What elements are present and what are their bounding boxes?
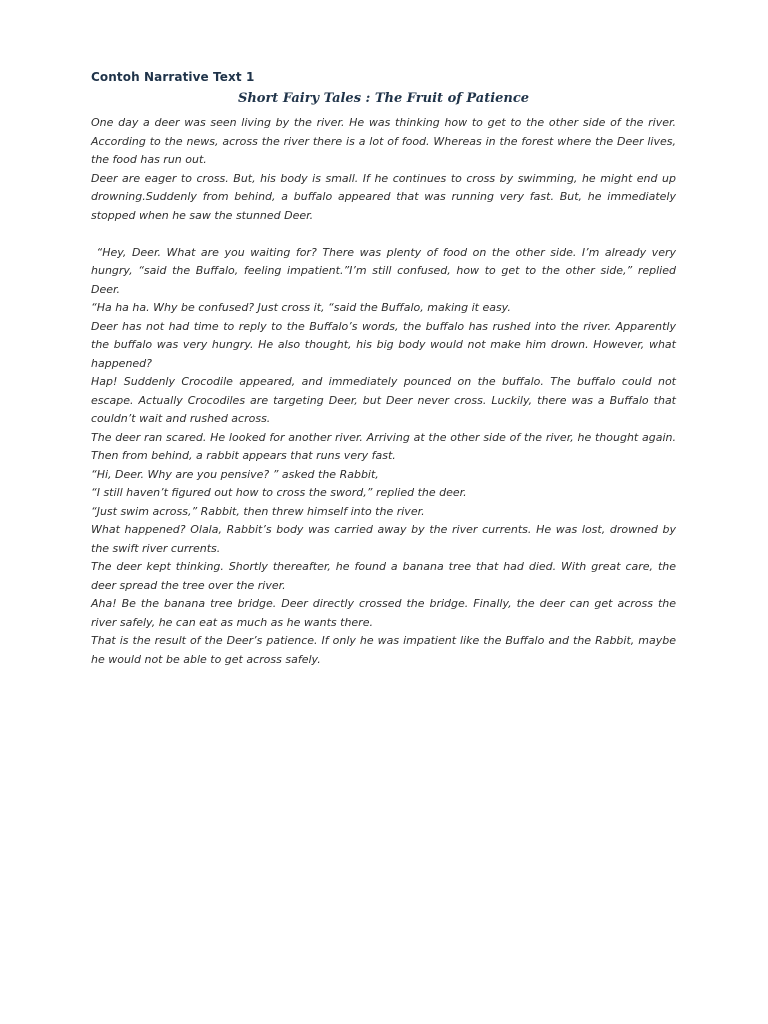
paragraph: “Hi, Deer. Why are you pensive? ” asked the Rabbit, bbox=[91, 467, 379, 481]
paragraph: “Just swim across,” Rabbit, then threw himself into the river. bbox=[91, 504, 425, 518]
paragraph: One day a deer was seen living by the river. He was thinking how to get to the other side of the river. According to the news, across the river there is a lot of food. Whereas in the forest where the Deer lives, the food has run out. bbox=[91, 116, 676, 166]
story-title: Short Fairy Tales : The Fruit of Patience bbox=[237, 91, 530, 106]
paragraph: Hap! Suddenly Crocodile appeared, and immediately pounced on the buffalo. The buffalo could not escape. Actually Crocodiles are targeting Deer, but Deer never cross. Luckily, there was a Buffalo that couldn’t wait and rushed across. bbox=[91, 375, 676, 425]
paragraph: Aha! Be the banana tree bridge. Deer directly crossed the bridge. Finally, the deer can get across the river safely, he can eat as much as he wants there. bbox=[91, 597, 676, 629]
paragraph: “Hey, Deer. What are you waiting for? There was plenty of food on the other side. I’m already very hungry, “said the Buffalo, feeling impatient.”I’m still confused, how to get to the other side,” replied Deer. bbox=[91, 245, 676, 296]
story-body bbox=[91, 114, 676, 669]
paragraph: The deer ran scared. He looked for another river. Arriving at the other side of the river, he thought again. Then from behind, a rabbit appears that runs very fast. bbox=[91, 430, 676, 462]
paragraph: The deer kept thinking. Shortly thereafter, he found a banana tree that had died. With great care, the deer spread the tree over the river. bbox=[91, 560, 676, 592]
paragraph: That is the result of the Deer’s patience. If only he was impatient like the Buffalo and the Rabbit, maybe he would not be able to get across safely. bbox=[91, 634, 676, 666]
document-heading: Contoh Narrative Text 1 bbox=[91, 70, 255, 84]
paragraph: Deer has not had time to reply to the Buffalo’s words, the buffalo has rushed into the river. Apparently the buffalo was very hungry. He also thought, his big body would not make him drown. However, what happened? bbox=[91, 319, 676, 370]
paragraph: “I still haven’t figured out how to cross the sword,” replied the deer. bbox=[91, 486, 467, 499]
paragraph: “Ha ha ha. Why be confused? Just cross it, “said the Buffalo, making it easy. bbox=[91, 301, 511, 314]
paragraph: What happened? Olala, Rabbit’s body was carried away by the river currents. He was lost, drowned by the swift river currents. bbox=[91, 523, 676, 555]
document-page bbox=[91, 70, 676, 669]
paragraph: Deer are eager to cross. But, his body is small. If he continues to cross by swimming, he might end up drowning.Suddenly from behind, a buffalo appeared that was running very fast. But, he immediately stopped when he saw the stunned Deer. bbox=[91, 171, 676, 222]
paragraph-spacer bbox=[91, 225, 676, 244]
